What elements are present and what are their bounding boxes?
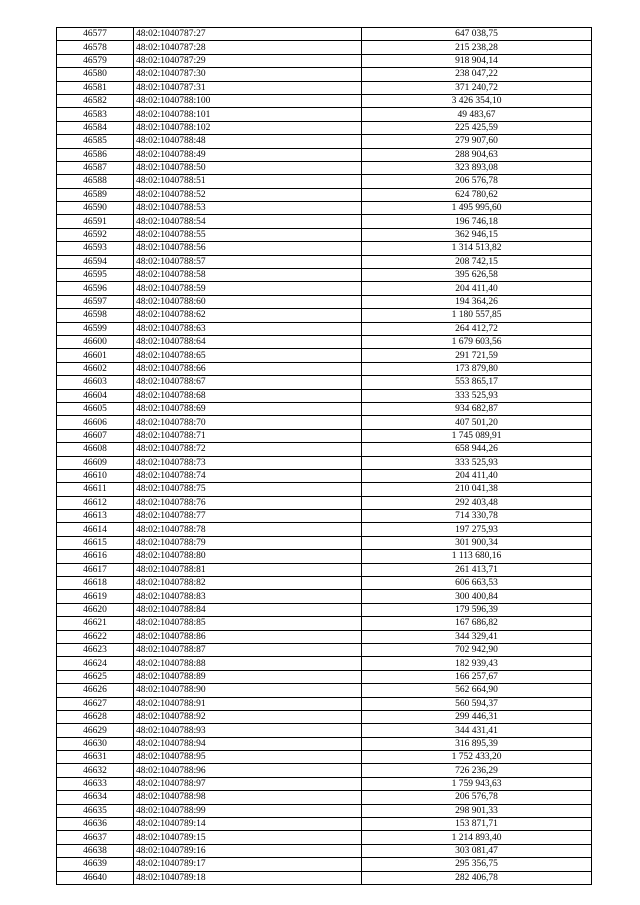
cadastral-number-cell: 48:02:1040788:78 [134,523,362,536]
cadastral-value-cell: 407 501,20 [362,416,592,429]
cadastral-value-cell: 299 446,31 [362,710,592,723]
table-row [57,858,592,871]
row-number-cell: 46580 [57,68,134,81]
cadastral-value-cell: 215 238,28 [362,41,592,54]
cadastral-value-cell: 206 576,78 [362,175,592,188]
cadastral-value-cell: 204 411,40 [362,469,592,482]
cadastral-number-cell: 48:02:1040788:89 [134,670,362,683]
row-number-cell: 46637 [57,831,134,844]
table-row [57,643,592,656]
cadastral-number-cell: 48:02:1040788:57 [134,255,362,268]
cadastral-value-cell: 333 525,93 [362,456,592,469]
cadastral-value-cell: 918 904,14 [362,54,592,67]
table-row [57,456,592,469]
cadastral-number-cell: 48:02:1040789:17 [134,858,362,871]
cadastral-value-cell: 344 431,41 [362,724,592,737]
table-row [57,402,592,415]
table-row [57,603,592,616]
row-number-cell: 46605 [57,402,134,415]
table-row [57,764,592,777]
table-row [57,81,592,94]
table-row [57,255,592,268]
table-row [57,108,592,121]
cadastral-number-cell: 48:02:1040787:31 [134,81,362,94]
table-row [57,228,592,241]
table-row [57,804,592,817]
table-body [57,28,592,885]
cadastral-value-cell: 553 865,17 [362,376,592,389]
row-number-cell: 46635 [57,804,134,817]
cadastral-number-cell: 48:02:1040788:60 [134,295,362,308]
row-number-cell: 46640 [57,871,134,884]
cadastral-number-cell: 48:02:1040788:62 [134,309,362,322]
cadastral-value-cell: 166 257,67 [362,670,592,683]
row-number-cell: 46584 [57,121,134,134]
cadastral-value-cell: 323 893,08 [362,161,592,174]
cadastral-value-cell: 606 663,53 [362,577,592,590]
cadastral-value-cell: 179 596,39 [362,603,592,616]
cadastral-number-cell: 48:02:1040788:58 [134,269,362,282]
cadastral-value-cell: 225 425,59 [362,121,592,134]
cadastral-value-cell: 726 236,29 [362,764,592,777]
table-row [57,684,592,697]
cadastral-value-cell: 1 495 995,60 [362,202,592,215]
row-number-cell: 46616 [57,550,134,563]
table-row [57,335,592,348]
cadastral-number-cell: 48:02:1040788:55 [134,228,362,241]
cadastral-number-cell: 48:02:1040788:99 [134,804,362,817]
table-row [57,309,592,322]
table-row [57,188,592,201]
cadastral-number-cell: 48:02:1040789:18 [134,871,362,884]
table-row [57,563,592,576]
row-number-cell: 46610 [57,469,134,482]
cadastral-value-cell: 282 406,78 [362,871,592,884]
cadastral-number-cell: 48:02:1040787:27 [134,28,362,41]
cadastral-number-cell: 48:02:1040788:79 [134,536,362,549]
row-number-cell: 46638 [57,844,134,857]
table-row [57,523,592,536]
table-row [57,496,592,509]
row-number-cell: 46604 [57,389,134,402]
table-row [57,536,592,549]
row-number-cell: 46627 [57,697,134,710]
cadastral-value-cell: 303 081,47 [362,844,592,857]
cadastral-number-cell: 48:02:1040788:80 [134,550,362,563]
cadastral-number-cell: 48:02:1040788:96 [134,764,362,777]
cadastral-value-cell: 371 240,72 [362,81,592,94]
row-number-cell: 46595 [57,269,134,282]
cadastral-value-cell: 295 356,75 [362,858,592,871]
row-number-cell: 46591 [57,215,134,228]
table-row [57,94,592,107]
cadastral-value-cell: 292 403,48 [362,496,592,509]
table-row [57,135,592,148]
cadastral-number-cell: 48:02:1040788:85 [134,617,362,630]
cadastral-number-cell: 48:02:1040788:93 [134,724,362,737]
row-number-cell: 46577 [57,28,134,41]
cadastral-value-cell: 173 879,80 [362,362,592,375]
table-row [57,429,592,442]
cadastral-value-cell: 1 180 557,85 [362,309,592,322]
table-row [57,469,592,482]
table-row [57,510,592,523]
row-number-cell: 46606 [57,416,134,429]
table-row [57,577,592,590]
cadastral-number-cell: 48:02:1040788:49 [134,148,362,161]
row-number-cell: 46589 [57,188,134,201]
row-number-cell: 46619 [57,590,134,603]
table-row [57,349,592,362]
table-row [57,791,592,804]
cadastral-value-cell: 702 942,90 [362,643,592,656]
cadastral-number-cell: 48:02:1040789:16 [134,844,362,857]
row-number-cell: 46622 [57,630,134,643]
row-number-cell: 46612 [57,496,134,509]
cadastral-number-cell: 48:02:1040788:73 [134,456,362,469]
row-number-cell: 46624 [57,657,134,670]
cadastral-number-cell: 48:02:1040788:95 [134,751,362,764]
row-number-cell: 46578 [57,41,134,54]
cadastral-number-cell: 48:02:1040788:66 [134,362,362,375]
cadastral-number-cell: 48:02:1040788:72 [134,443,362,456]
cadastral-number-cell: 48:02:1040788:82 [134,577,362,590]
row-number-cell: 46598 [57,309,134,322]
row-number-cell: 46632 [57,764,134,777]
row-number-cell: 46634 [57,791,134,804]
table-row [57,443,592,456]
cadastral-number-cell: 48:02:1040788:65 [134,349,362,362]
cadastral-value-cell: 560 594,37 [362,697,592,710]
cadastral-value-cell: 3 426 354,10 [362,94,592,107]
cadastral-number-cell: 48:02:1040788:48 [134,135,362,148]
row-number-cell: 46603 [57,376,134,389]
table-row [57,871,592,884]
cadastral-number-cell: 48:02:1040788:98 [134,791,362,804]
cadastral-value-cell: 167 686,82 [362,617,592,630]
table-row [57,724,592,737]
cadastral-value-cell: 647 038,75 [362,28,592,41]
cadastral-number-cell: 48:02:1040788:68 [134,389,362,402]
cadastral-value-cell: 1 314 513,82 [362,242,592,255]
table-row [57,175,592,188]
table-row [57,269,592,282]
cadastral-number-cell: 48:02:1040788:64 [134,335,362,348]
cadastral-value-cell: 333 525,93 [362,389,592,402]
cadastral-value-cell: 1 759 943,63 [362,777,592,790]
cadastral-number-cell: 48:02:1040788:90 [134,684,362,697]
row-number-cell: 46633 [57,777,134,790]
table-row [57,751,592,764]
row-number-cell: 46600 [57,335,134,348]
cadastral-number-cell: 48:02:1040787:30 [134,68,362,81]
cadastral-value-cell: 934 682,87 [362,402,592,415]
row-number-cell: 46618 [57,577,134,590]
table-row [57,657,592,670]
cadastral-value-cell: 182 939,43 [362,657,592,670]
cadastral-value-cell: 210 041,38 [362,483,592,496]
table-row [57,282,592,295]
cadastral-value-cell: 1 679 603,56 [362,335,592,348]
cadastral-value-cell: 206 576,78 [362,791,592,804]
cadastral-number-cell: 48:02:1040788:77 [134,510,362,523]
row-number-cell: 46597 [57,295,134,308]
cadastral-number-cell: 48:02:1040788:69 [134,402,362,415]
cadastral-value-cell: 238 047,22 [362,68,592,81]
table-row [57,202,592,215]
cadastral-value-cell: 395 626,58 [362,269,592,282]
cadastral-number-cell: 48:02:1040788:97 [134,777,362,790]
cadastral-number-cell: 48:02:1040788:70 [134,416,362,429]
cadastral-number-cell: 48:02:1040788:71 [134,429,362,442]
cadastral-number-cell: 48:02:1040788:76 [134,496,362,509]
table-row [57,28,592,41]
cadastral-number-cell: 48:02:1040787:28 [134,41,362,54]
table-row [57,831,592,844]
table-row [57,617,592,630]
row-number-cell: 46614 [57,523,134,536]
cadastral-number-cell: 48:02:1040788:100 [134,94,362,107]
cadastral-value-cell: 49 483,67 [362,108,592,121]
row-number-cell: 46609 [57,456,134,469]
row-number-cell: 46617 [57,563,134,576]
row-number-cell: 46596 [57,282,134,295]
cadastral-number-cell: 48:02:1040788:51 [134,175,362,188]
cadastral-value-cell: 316 895,39 [362,737,592,750]
cadastral-number-cell: 48:02:1040788:92 [134,710,362,723]
cadastral-number-cell: 48:02:1040788:102 [134,121,362,134]
row-number-cell: 46582 [57,94,134,107]
cadastral-value-cell: 344 329,41 [362,630,592,643]
table-row [57,416,592,429]
table-row [57,68,592,81]
row-number-cell: 46592 [57,228,134,241]
row-number-cell: 46629 [57,724,134,737]
cadastral-number-cell: 48:02:1040788:101 [134,108,362,121]
row-number-cell: 46590 [57,202,134,215]
row-number-cell: 46607 [57,429,134,442]
row-number-cell: 46631 [57,751,134,764]
cadastral-value-table [56,27,592,885]
cadastral-number-cell: 48:02:1040788:74 [134,469,362,482]
row-number-cell: 46623 [57,643,134,656]
table-row [57,737,592,750]
cadastral-value-cell: 208 742,15 [362,255,592,268]
table-row [57,54,592,67]
table-row [57,121,592,134]
cadastral-value-cell: 204 411,40 [362,282,592,295]
cadastral-value-cell: 298 901,33 [362,804,592,817]
row-number-cell: 46620 [57,603,134,616]
row-number-cell: 46628 [57,710,134,723]
cadastral-value-cell: 196 746,18 [362,215,592,228]
cadastral-value-cell: 1 113 680,16 [362,550,592,563]
cadastral-number-cell: 48:02:1040788:81 [134,563,362,576]
row-number-cell: 46585 [57,135,134,148]
cadastral-number-cell: 48:02:1040788:83 [134,590,362,603]
cadastral-number-cell: 48:02:1040788:52 [134,188,362,201]
cadastral-number-cell: 48:02:1040789:15 [134,831,362,844]
cadastral-number-cell: 48:02:1040787:29 [134,54,362,67]
cadastral-number-cell: 48:02:1040788:75 [134,483,362,496]
cadastral-value-cell: 624 780,62 [362,188,592,201]
cadastral-number-cell: 48:02:1040789:14 [134,818,362,831]
cadastral-value-cell: 362 946,15 [362,228,592,241]
row-number-cell: 46630 [57,737,134,750]
cadastral-number-cell: 48:02:1040788:88 [134,657,362,670]
table-row [57,590,592,603]
row-number-cell: 46593 [57,242,134,255]
cadastral-number-cell: 48:02:1040788:54 [134,215,362,228]
row-number-cell: 46621 [57,617,134,630]
table-row [57,630,592,643]
cadastral-value-cell: 1 214 893,40 [362,831,592,844]
row-number-cell: 46611 [57,483,134,496]
cadastral-value-cell: 194 364,26 [362,295,592,308]
table-row [57,818,592,831]
cadastral-value-cell: 1 745 089,91 [362,429,592,442]
cadastral-value-cell: 279 907,60 [362,135,592,148]
row-number-cell: 46601 [57,349,134,362]
table-row [57,710,592,723]
table-row [57,362,592,375]
row-number-cell: 46583 [57,108,134,121]
table-row [57,550,592,563]
row-number-cell: 46613 [57,510,134,523]
table-row [57,777,592,790]
cadastral-value-cell: 301 900,34 [362,536,592,549]
cadastral-value-cell: 197 275,93 [362,523,592,536]
table-row [57,322,592,335]
table-row [57,483,592,496]
cadastral-number-cell: 48:02:1040788:63 [134,322,362,335]
row-number-cell: 46587 [57,161,134,174]
cadastral-number-cell: 48:02:1040788:91 [134,697,362,710]
cadastral-number-cell: 48:02:1040788:56 [134,242,362,255]
row-number-cell: 46615 [57,536,134,549]
cadastral-number-cell: 48:02:1040788:94 [134,737,362,750]
table-row [57,697,592,710]
cadastral-value-cell: 291 721,59 [362,349,592,362]
table-row [57,161,592,174]
row-number-cell: 46588 [57,175,134,188]
table-row [57,844,592,857]
row-number-cell: 46586 [57,148,134,161]
cadastral-number-cell: 48:02:1040788:59 [134,282,362,295]
row-number-cell: 46626 [57,684,134,697]
row-number-cell: 46639 [57,858,134,871]
table-row [57,389,592,402]
cadastral-number-cell: 48:02:1040788:86 [134,630,362,643]
row-number-cell: 46625 [57,670,134,683]
cadastral-value-cell: 562 664,90 [362,684,592,697]
cadastral-value-cell: 153 871,71 [362,818,592,831]
row-number-cell: 46636 [57,818,134,831]
cadastral-number-cell: 48:02:1040788:87 [134,643,362,656]
cadastral-number-cell: 48:02:1040788:50 [134,161,362,174]
row-number-cell: 46581 [57,81,134,94]
table-row [57,148,592,161]
cadastral-value-cell: 261 413,71 [362,563,592,576]
cadastral-value-cell: 300 400,84 [362,590,592,603]
row-number-cell: 46608 [57,443,134,456]
table-row [57,41,592,54]
table-row [57,670,592,683]
cadastral-number-cell: 48:02:1040788:53 [134,202,362,215]
table-row [57,295,592,308]
row-number-cell: 46594 [57,255,134,268]
table-row [57,242,592,255]
cadastral-value-cell: 1 752 433,20 [362,751,592,764]
row-number-cell: 46602 [57,362,134,375]
cadastral-number-cell: 48:02:1040788:84 [134,603,362,616]
row-number-cell: 46579 [57,54,134,67]
row-number-cell: 46599 [57,322,134,335]
cadastral-value-cell: 658 944,26 [362,443,592,456]
table-row [57,376,592,389]
cadastral-value-cell: 714 330,78 [362,510,592,523]
cadastral-number-cell: 48:02:1040788:67 [134,376,362,389]
cadastral-value-cell: 264 412,72 [362,322,592,335]
cadastral-value-cell: 288 904,63 [362,148,592,161]
table-row [57,215,592,228]
